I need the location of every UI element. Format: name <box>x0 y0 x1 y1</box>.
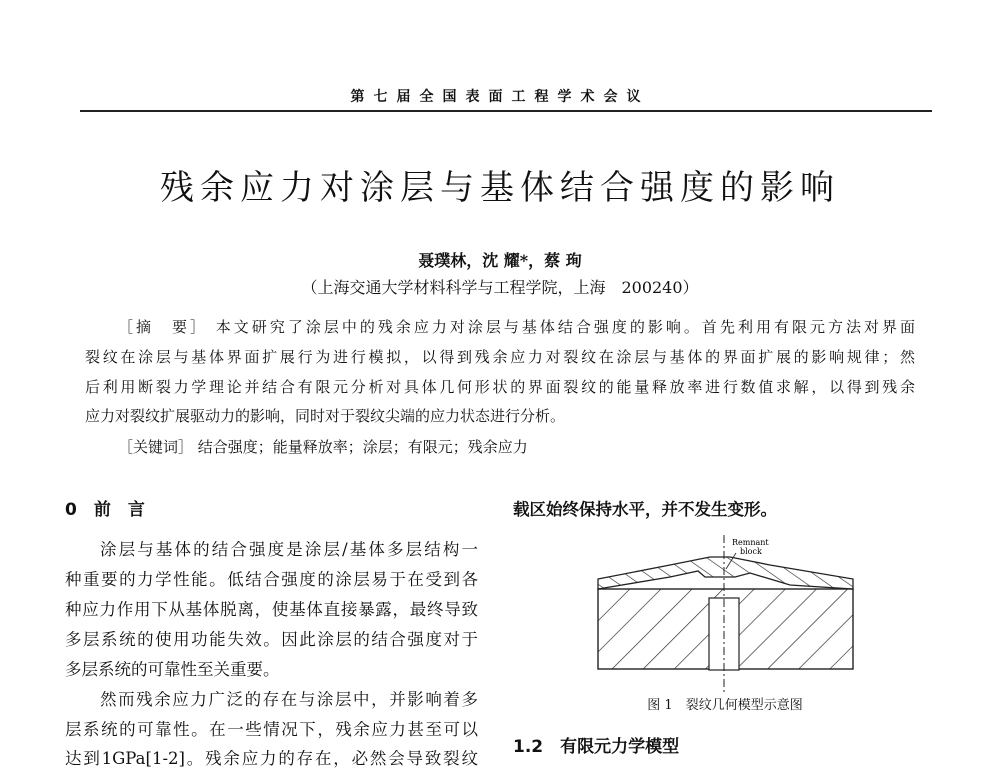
affiliation: （上海交通大学材料科学与工程学院，上海 200240） <box>301 278 699 297</box>
paragraph-line: 多层系统的可靠性至关重要。 <box>65 660 280 679</box>
header-rule <box>80 110 932 112</box>
paragraph-line: 然而残余应力广泛的存在与涂层中，并影响着多 <box>100 690 478 709</box>
abstract-line: ［摘 要］ 本文研究了涂层中的残余应力对涂层与基体结合强度的影响。首先利用有限元方法对界面 <box>118 318 915 336</box>
figure-label-remnant: Remnant <box>732 538 769 547</box>
paper-title: 残余应力对涂层与基体结合强度的影响 <box>160 168 840 208</box>
paragraph-line: 层系统的可靠性。在一些情况下，残余应力甚至可以 <box>65 720 478 739</box>
abstract-line: 后利用断裂力学理论并结合有限元分析对具体几何形状的界面裂纹的能量释放率进行数值求解，以得到残余 <box>85 378 915 396</box>
paragraph-line: 载区始终保持水平，并不发生变形。 <box>513 500 777 519</box>
paragraph-line: 达到1GPa[1-2]。残余应力的存在，必然会导致裂纹 <box>65 749 478 768</box>
abstract-line: 应力对裂纹扩展驱动力的影响，同时对于裂纹尖端的应力状态进行分析。 <box>85 407 566 425</box>
figure-label-block: block <box>740 547 762 556</box>
crack-geometry-figure <box>590 535 860 695</box>
section-heading-fem: 1.2 有限元力学模型 <box>513 737 680 757</box>
paragraph-line: 种重要的力学性能。低结合强度的涂层易于在受到各 <box>65 570 478 589</box>
authors: 聂璞林，沈 耀*，蔡 珣 <box>418 251 582 270</box>
paragraph-line: 种应力作用下从基体脱离，使基体直接暴露，最终导致 <box>65 600 478 619</box>
paragraph-line: 涂层与基体的结合强度是涂层/基体多层结构一 <box>100 540 478 559</box>
paragraph-line: 多层系统的使用功能失效。因此涂层的结合强度对于 <box>65 630 478 649</box>
conference-header: 第七届全国表面工程学术会议 <box>350 89 650 105</box>
figure-caption: 图 1 裂纹几何模型示意图 <box>647 698 803 713</box>
keywords: ［关键词］ 结合强度；能量释放率；涂层；有限元；残余应力 <box>118 438 528 456</box>
abstract-line: 裂纹在涂层与基体界面扩展行为进行模拟，以得到残余应力对裂纹在涂层与基体的界面扩展的影响规律；然 <box>85 348 915 366</box>
section-heading-intro: 0 前 言 <box>65 500 145 520</box>
